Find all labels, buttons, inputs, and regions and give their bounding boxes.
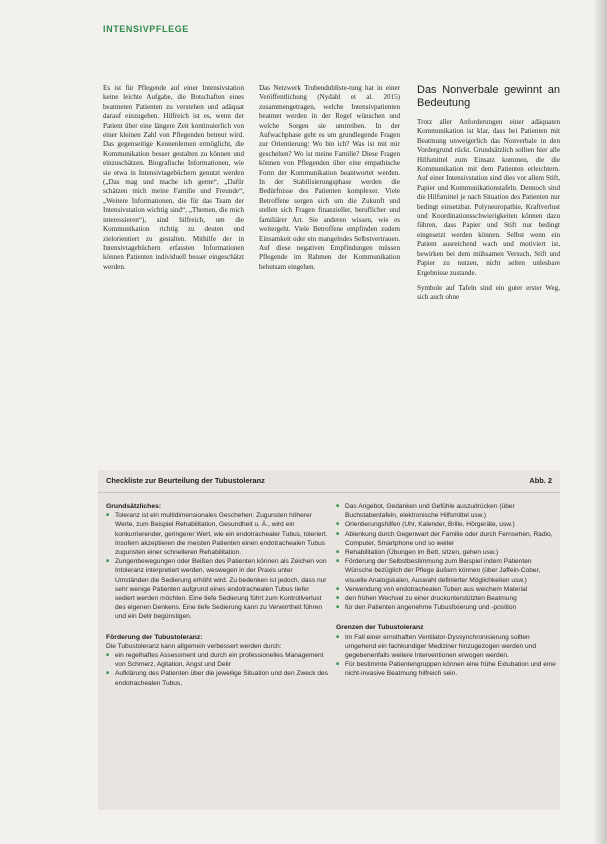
article-paragraph: Trotz aller Anforderungen einer adäquaten Kommunikation ist klar, dass bei Patienten mit Beatmung unweigerlich das Nonverbale in den Vordergrund rückt. Grundsätzlich sollten hier alle Hilfsmittel zum Einsatz kommen, die die Kommunikation mit dem Patienten erleichtern. Auf einer Intensivstation sind dies vor allem Stift, Papier und Kommunikationstafeln. Dennoch sind die Hilfsmittel je nach Situation des Patienten nur bedingt einsetzbar. Polyneuropathie, Kraftverlust und Koordinationsschwierigkeiten können dazu führen, dass Papier und Stift nur bedingt eingesetzt werden können. Selbst wenn ein Patient ausreichend wach und motiviert ist, bewirken bei dem mühsamen Versuch, Stift und Papier zu nutzen, nicht selten unlesbare Ergebnisse zustande. — [417, 118, 560, 277]
list-item: ■ den frühen Wechsel zu einer druckunterstützten Beatmung — [336, 594, 558, 603]
figure-label: Abb. 2 — [529, 476, 552, 485]
list-item: ■ Ablenkung durch Gegenwart der Familie oder durch Fernsehen, Radio, Computer, Smartphone und so weiter — [336, 530, 558, 548]
page-edge-shadow — [593, 0, 607, 844]
section-heading: Förderung der Tubustoleranz: — [106, 633, 203, 641]
article-column-3 — [417, 84, 560, 303]
list-item: ■ Orientierungshilfen (Uhr, Kalender, Brille, Hörgeräte, usw.) — [336, 520, 558, 529]
article-column-2 — [259, 84, 400, 272]
article-paragraph: Das Netzwerk Trubendubliste-tung hat in einer Veröffentlichung (Nydahl et al. 2015) zusammengetragen, welche Intensivpatienten beatmet werden in der Regel wünschen und welche Sorgen sie umtreiben. In der Aufwachphase geht es um grundlegende Fragen zur Orientierung: Wo bin ich? Was ist mit mir geschehen? Wo ist meine Familie? Diese Fragen können von Pflegenden über eine empathische Form der Kommunikation beantwortet werden. In der Stabilisierungsphase werden die Bedürfnisse des Patienten komplexer. Viele Betroffene sorgen sich um die Zukunft und stellen sich Fragen finanzieller, beruflicher und familiärer Art. Sie anderen wissen, wie es weitergeht. Viele Betroffene empfinden zudem Einsamkeit oder ein mangelndes Selbstvertrauen. Auf diese negativen Empfindungen müssen Pflegende im Rahmen der Kommunikation behutsam eingehen. — [259, 84, 400, 271]
list-item: ■ Aufklärung des Patienten über die jeweilige Situation und den Zweck des endotrachealen Tubus, — [106, 669, 328, 687]
list-item: ■ Rehabilitation (Übungen im Bett, sitzen, gehen usw.) — [336, 548, 558, 557]
list-item: ■ Das Angebot, Gedanken und Gefühle auszudrücken (über Buchstabentafeln, elektronische Hilfsmittel usw.) — [336, 502, 558, 520]
bullet-list — [336, 633, 558, 679]
list-item: ■ für den Patienten angenehme Tubusfixierung und -position — [336, 603, 558, 612]
checklist-box — [98, 470, 560, 810]
section-header: INTENSIVPFLEGE — [103, 24, 189, 34]
section-intro: Die Tubustoleranz kann allgemein verbessert werden durch: — [106, 642, 282, 650]
section-heading: Grundsätzliches: — [106, 503, 162, 510]
list-item: ■ Verwendung von endotrachealen Tuben aus weichem Material — [336, 585, 558, 594]
bullet-list — [336, 502, 558, 612]
bullet-list — [106, 511, 328, 621]
bullet-list — [106, 651, 328, 688]
article-paragraph: Es ist für Pflegende auf einer Intensivstation keine leichte Aufgabe, die Botschaften eines beatmeten Patienten zu verstehen und adäquat darauf einzugehen. Hilfreich ist es, wenn der Patient über eine längere Zeit kontinuierlich von einer kleinen Zahl von Pflegenden betreut wird. Das gegenseitige Kennenlernen ermöglicht, die Kommunikation besser gestalten zu können und einzuschätzen. Biografische Informationen, wie sie etwa in Intensivtagebüchern genutzt werden („Das mag und mache ich gerne“, „Dafür schätzen mich meine Familie und Freunde“, „Weitere Informationen, die für das Team der Intensivstation wichtig sind“, „Themen, die mich interessieren“), sind hilfreich, um die Kommunikation richtig zu deuten und zielorientiert zu gestalten. Mithilfe der in Intensivtagebüchern erfassten Informationen können Patienten individuell besser eingeschätzt werden. — [103, 84, 244, 271]
list-item: ■ ein regelhaftes Assessment und durch ein professionelles Management von Schmerz, Agitation, Angst und Delir — [106, 651, 328, 669]
checklist-left-column — [106, 502, 328, 688]
list-item: ■ Förderung der Selbstbestimmung zum Beispiel indem Patienten Wünsche bezüglich der Pflege äußern können (über Jaffein-Cober, visuelle Analogskalen, Auswahl definierter Möglichkeiten usw.) — [336, 557, 558, 585]
checklist-header — [98, 470, 560, 493]
checklist-title: Checkliste zur Beurteilung der Tubustoleranz — [106, 476, 265, 485]
list-item: ■ Im Fall einer ernsthaften Ventilator-Dyssynchronisierung sollten umgehend ein fachkundiger Mediziner hinzugezogen werden und gegebenenfalls weitere Interventionen erwogen werden. — [336, 633, 558, 661]
subheading: Das Nonverbale gewinnt an Bedeutung — [417, 84, 560, 109]
section-heading: Grenzen der Tubustoleranz — [336, 624, 424, 632]
article-paragraph: Symbole auf Tafeln sind ein guter erster Weg, sich auch ohne — [417, 283, 560, 302]
list-item: ■ Toleranz ist ein multidimensionales Geschehen: Zugunsten höherer Werte, zum Beispiel Rehabilitation, Gesundheit u. Ä., wird ein konkurrierender, geringerer Wert, wie ein endotrachealer Tubus, toleriert. Insofern akzeptieren die meisten Patienten einen endotrachealen Tubus zugunsten einer schnelleren Rehabilitation. — [106, 511, 328, 557]
list-item: ■ Zungenbewegungen oder Beißen des Patienten können als Zeichen von Intoleranz interpretiert werden, weswegen in der Praxis unter Umständen die Sedierung erhöht wird. Zu bedenken ist jedoch, dass nur sehr wenige Patienten aufgrund eines endotrachealen Tubus tiefer sediert werden möchten. Eine tiefe Sedierung führt zum Kontrollverlust des eigenen Denkens. Eine tiefe Sedierung kann zu Verwirrtheit führen und ein Delir begünstigen. — [106, 557, 328, 621]
list-item: ■ Für bestimmte Patientengruppen können eine frühe Extubation und eine nicht-invasive Beatmung hilfreich sein. — [336, 660, 558, 678]
article-column-1 — [103, 84, 244, 272]
checklist-right-column — [336, 502, 558, 679]
